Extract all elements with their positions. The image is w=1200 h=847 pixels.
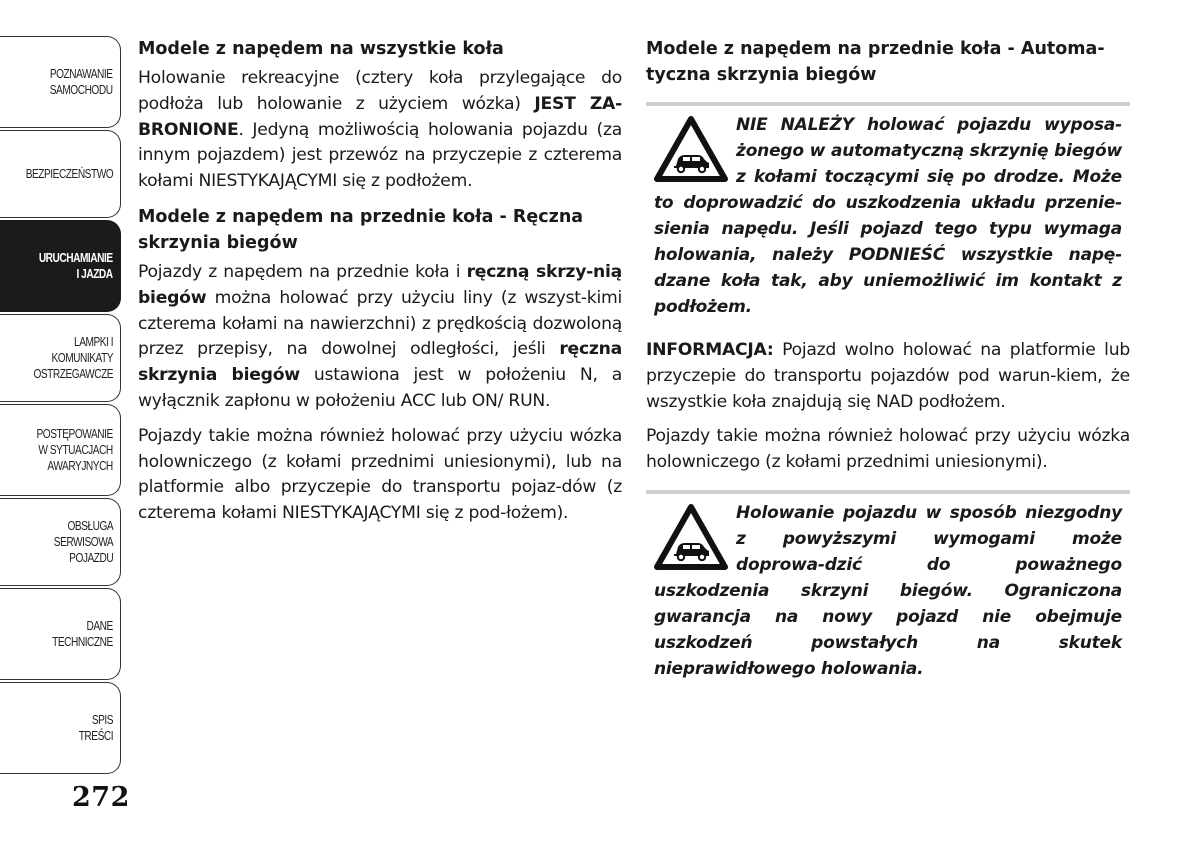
tab-postepowanie-w-sytuacjach-awaryjnych[interactable] [0, 404, 121, 496]
section-heading: Modele z napędem na przednie koła - Ręczna skrzynia biegów [138, 206, 584, 253]
tab-label: POZNAWANIE SAMOCHODU [50, 66, 113, 97]
warning-text: NIE NALEŻY holować pojazdu wyposa-żonego w automatyczną skrzynię biegów z kołami toczącymi się po drodze. Może to doprowadzić do uszkodzenia układu przenie-sienia napędu. Jeśli pojazd tego typu wymaga holowania, należy PODNIEŚĆ wszystkie napę-dzane koła tak, aby uniemożliwić im kontakt z podłożem. [654, 115, 1122, 317]
tab-label: SPIS TREŚCI [78, 712, 113, 743]
tab-spis-tresci[interactable] [0, 682, 121, 774]
tab-label: DANE TECHNICZNE [52, 618, 113, 649]
tab-label: URUCHAMIANIE I JAZDA [39, 250, 113, 281]
warning-triangle-car-icon [654, 116, 728, 182]
paragraph: Pojazdy takie można również holować przy użyciu wózka holowniczego (z kołami przednimi uniesionymi), lub na platformie albo przyczepie do transportu pojaz-dów (z czterema kołami NIESTYKAJĄCYMI się z pod-łożem). [138, 425, 622, 524]
section-heading: Modele z napędem na wszystkie koła [138, 39, 504, 59]
tab-dane-techniczne[interactable] [0, 588, 121, 680]
tab-uruchamianie-i-jazda[interactable] [0, 220, 121, 312]
warning-box [646, 490, 1130, 682]
text: Holowanie rekreacyjne (cztery koła przylegające do podłoża lub holowanie z użyciem wózka) [138, 68, 622, 114]
warning-triangle-car-icon [654, 504, 728, 570]
emphasis: ręczna skrzynia biegów [138, 339, 622, 386]
tab-lampki-i-komunikaty[interactable] [0, 314, 121, 402]
text: . Jedyną możliwością holowania pojazdu (za innym pojazdem) jest przewóz na przyczepie z czterema kołami NIESTYKAJĄCYMI się z podłożem. [138, 119, 622, 192]
tab-label: LAMPKI I KOMUNIKATY OSTRZEGAWCZE [33, 334, 113, 381]
info-label: INFORMACJA: [646, 340, 774, 360]
text: Pojazd wolno holować na platformie lub przyczepie do transportu pojazdów pod warun-kiem, że wszystkie koła znajdują się NAD podłożem. [646, 340, 1130, 412]
tab-obsluga-serwisowa[interactable] [0, 498, 121, 586]
paragraph [138, 66, 622, 195]
tab-poznawanie-samochodu[interactable] [0, 36, 121, 128]
paragraph: Pojazdy takie można również holować przy użyciu wózka holowniczego (z kołami przednimi uniesionymi). [646, 426, 1130, 473]
paragraph [646, 338, 1130, 415]
section-heading: Modele z napędem na przednie koła - Automa-tyczna skrzynia biegów [646, 39, 1105, 85]
emphasis: JEST ZA-BRONIONE [138, 93, 622, 140]
tab-label: POSTĘPOWANIE W SYTUACJACH AWARYJNYCH [36, 426, 113, 473]
right-column [646, 36, 1130, 700]
tab-label: BEZPIECZEŃSTWO [25, 166, 113, 181]
text: ustawiona jest w położeniu N, a wyłącznik zapłonu w położeniu ACC lub ON/ RUN. [138, 365, 622, 411]
tab-bezpieczenstwo[interactable] [0, 130, 121, 218]
warning-text: Holowanie pojazdu w sposób niezgodny z powyższymi wymogami może doprowa-dzić do poważnego uszkodzenia skrzyni biegów. Ograniczona gwarancja na nowy pojazd nie obejmuje uszkodzeń powstałych na skutek nieprawidłowego holowania. [654, 502, 1122, 679]
left-column [138, 36, 622, 536]
page-number: 272 [72, 782, 130, 813]
tab-label: OBSŁUGA SERWISOWA POJAZDU [53, 518, 113, 565]
warning-box [646, 102, 1130, 320]
text: można holować przy użyciu liny (z wszyst-kimi czterema kołami na nawierzchni) z prędkością dozwoloną przez przepisy, na dowolnej odległości, jeśli [138, 287, 622, 360]
chapter-tabs [0, 36, 121, 776]
paragraph [138, 260, 622, 415]
text: Pojazdy z napędem na przednie koła i [138, 261, 467, 282]
emphasis: ręczną skrzy-nią biegów [138, 261, 623, 308]
